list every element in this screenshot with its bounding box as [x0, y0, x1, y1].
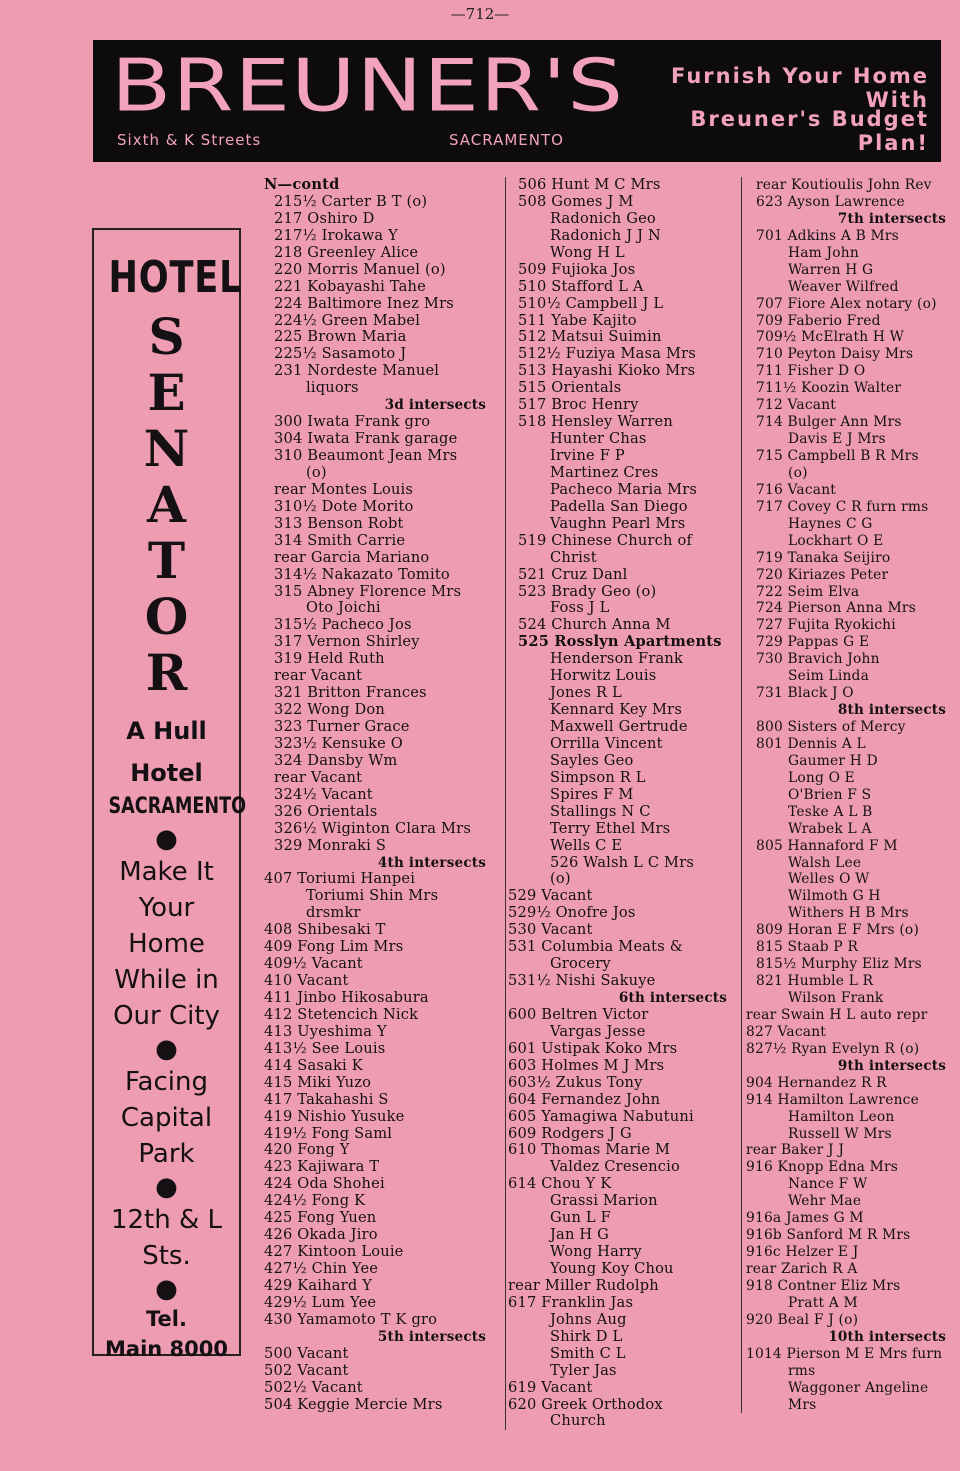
directory-entry: Long O E: [788, 769, 855, 786]
directory-entry: 619 Vacant: [508, 1379, 593, 1396]
directory-entry: 414 Sasaki K: [264, 1057, 363, 1074]
directory-entry: Haynes C G: [788, 515, 873, 532]
hotel-name-letters: [94, 307, 239, 702]
directory-entry: 509 Fujioka Jos: [518, 261, 636, 278]
tagline-line: Capital: [120, 1103, 213, 1133]
directory-entry: 224 Baltimore Inez Mrs: [274, 295, 454, 312]
directory-entry: 526 Walsh L C Mrs: [550, 854, 695, 871]
directory-entry: 508 Gomes J M: [518, 193, 634, 210]
directory-entry: Toriumi Shin Mrs: [306, 888, 439, 905]
directory-entry: 319 Held Ruth: [274, 651, 385, 668]
directory-entry: 427½ Chin Yee: [264, 1261, 379, 1277]
street-intersection-heading: 9th intersects: [837, 1057, 946, 1074]
directory-entry: 916c Helzer E J: [746, 1244, 859, 1261]
directory-entry: Padella San Diego: [550, 498, 688, 515]
directory-entry: O'Brien F S: [788, 786, 872, 803]
directory-entry: 425 Fong Yuen: [264, 1210, 377, 1227]
directory-entry: Waggoner Angeline: [788, 1379, 929, 1396]
directory-entry: 1014 Pierson M E Mrs furn: [746, 1345, 943, 1362]
directory-entry: 225 Brown Maria: [274, 329, 407, 346]
directory-entry: 710 Peyton Daisy Mrs: [756, 346, 914, 363]
directory-entry: 515 Orientals: [518, 380, 622, 397]
directory-entry: 323 Turner Grace: [274, 719, 410, 735]
directory-entry: 221 Kobayashi Tahe: [274, 278, 426, 295]
directory-entry: 315 Abney Florence Mrs: [274, 583, 462, 600]
directory-entry: N—contd: [264, 177, 340, 193]
directory-entry: 623 Ayson Lawrence: [756, 193, 905, 210]
directory-entry: 231 Nordeste Manuel: [274, 363, 440, 380]
directory-entry: 513 Hayashi Kioko Mrs: [518, 363, 696, 380]
breuners-slogan-line2: Breuner's Budget Plan!: [690, 107, 929, 155]
tagline-line: Facing: [124, 1067, 208, 1097]
directory-entry: Smith C L: [550, 1345, 626, 1362]
directory-entry: Withers H B Mrs: [788, 905, 909, 922]
directory-entry: 506 Hunt M C Mrs: [518, 177, 661, 193]
directory-entry: drsmkr: [306, 905, 361, 922]
directory-entry: 609 Rodgers J G: [508, 1125, 632, 1142]
directory-entry: 805 Hannaford F M: [756, 837, 898, 854]
directory-entry: 720 Kiriazes Peter: [756, 566, 889, 583]
directory-entry: 217 Oshiro D: [274, 210, 375, 227]
directory-entry: 424 Oda Shohei: [264, 1176, 385, 1193]
directory-entry: 324 Dansby Wm: [274, 752, 398, 769]
directory-entry: Pratt A M: [788, 1294, 858, 1311]
directory-entry: Irvine F P: [550, 448, 625, 464]
directory-entry: Stallings N C: [550, 803, 651, 820]
directory-entry: 620 Greek Orthodox: [508, 1396, 663, 1413]
directory-entry: Ham John: [788, 244, 859, 261]
directory-entry: Wilson Frank: [788, 990, 884, 1006]
directory-entry: (o): [788, 464, 808, 481]
directory-entry: Jan H G: [550, 1227, 610, 1244]
directory-entry: 603 Holmes M J Mrs: [508, 1057, 665, 1074]
directory-entry: 218 Greenley Alice: [274, 244, 419, 261]
directory-entry: Lockhart O E: [788, 532, 884, 549]
directory-entry: Orrilla Vincent: [550, 735, 663, 752]
directory-entry: 815 Staab P R: [756, 939, 859, 956]
directory-column-3: [741, 177, 956, 1413]
directory-entry: 310½ Dote Morito: [274, 498, 414, 515]
directory-entry: Seim Linda: [788, 668, 870, 685]
directory-entry: Gaumer H D: [788, 752, 878, 769]
directory-entry: rear Baker J J: [746, 1142, 845, 1159]
directory-entry: Radonich J J N: [550, 227, 661, 244]
tagline-line: Our City: [113, 1001, 220, 1031]
street-intersection-heading: 3d intersects: [384, 397, 486, 414]
directory-entry: Warren H G: [788, 261, 874, 278]
directory-entry: Johns Aug: [550, 1311, 627, 1328]
tagline-line: 12th & L: [110, 1205, 223, 1235]
directory-entry: 322 Wong Don: [274, 702, 385, 719]
directory-entry: Wells C E: [550, 837, 623, 854]
directory-entry: rear Vacant: [274, 769, 363, 786]
directory-entry: Kennard Key Mrs: [550, 702, 683, 719]
directory-entry: 413½ See Louis: [264, 1040, 386, 1057]
directory-entry: 411 Jinbo Hikosabura: [264, 990, 429, 1006]
directory-entry: 329 Monraki S: [274, 837, 387, 854]
hull-hotel-line1: A Hull: [126, 717, 207, 745]
directory-entry: Grocery: [550, 956, 611, 973]
directory-entry: 605 Yamagiwa Nabutuni: [508, 1108, 694, 1125]
street-intersection-heading: 8th intersects: [837, 702, 946, 719]
directory-entry: Christ: [550, 549, 597, 566]
directory-entry: 504 Keggie Mercie Mrs: [264, 1396, 443, 1413]
tagline-line: Your: [138, 893, 195, 923]
tagline-line: Park: [138, 1139, 195, 1169]
directory-entry: 604 Fernandez John: [508, 1091, 661, 1108]
directory-entry: 517 Broc Henry: [518, 397, 639, 414]
directory-entry: Russell W Mrs: [788, 1125, 892, 1142]
tagline-line: While in: [114, 965, 219, 995]
directory-entry: 510½ Campbell J L: [518, 295, 664, 312]
directory-entry: 716 Vacant: [756, 481, 837, 498]
bullet-dot: ●: [155, 1034, 178, 1064]
directory-entry: 419 Nishio Yusuke: [264, 1108, 405, 1125]
directory-entry: Valdez Cresencio: [550, 1159, 681, 1176]
directory-entry: 707 Fiore Alex notary (o): [756, 295, 937, 312]
directory-entry: 914 Hamilton Lawrence: [746, 1091, 919, 1108]
directory-entry: liquors: [306, 380, 359, 397]
directory-entry: 220 Morris Manuel (o): [274, 261, 446, 278]
directory-entry: Horwitz Louis: [550, 668, 657, 685]
directory-entry: 426 Okada Jiro: [264, 1227, 378, 1244]
directory-entry: 709½ McElrath H W: [756, 329, 905, 346]
bullet-dot: ●: [155, 1172, 178, 1202]
hotel-senator-advertisement: [92, 228, 247, 1361]
hotel-name-letter: R: [145, 643, 188, 702]
directory-entry: 712 Vacant: [756, 397, 837, 414]
hotel-name-letter: E: [147, 363, 186, 422]
directory-column-1: [264, 177, 496, 1413]
directory-entry: 419½ Fong Saml: [264, 1125, 393, 1142]
breuners-slogan-line1: Furnish Your Home With: [671, 64, 929, 112]
directory-entry: 821 Humble L R: [756, 973, 874, 990]
directory-entry: 701 Adkins A B Mrs: [756, 227, 899, 244]
directory-entry: rear Koutioulis John Rev: [756, 177, 932, 193]
hull-hotel-line2: Hotel: [130, 759, 203, 787]
directory-entry: 601 Ustipak Koko Mrs: [508, 1040, 678, 1057]
directory-entry: 709 Faberio Fred: [756, 312, 881, 329]
hotel-name-letter: N: [143, 419, 190, 478]
directory-entry: 310 Beaumont Jean Mrs: [274, 448, 458, 464]
tagline-line: Sts.: [142, 1241, 191, 1271]
directory-entry: 729 Pappas G E: [756, 634, 870, 651]
directory-entry: Davis E J Mrs: [788, 431, 886, 448]
directory-entry: Terry Ethel Mrs: [550, 820, 671, 837]
directory-entry: 529½ Onofre Jos: [508, 905, 636, 922]
bullet-dot: ●: [155, 1274, 178, 1304]
directory-entry: Hamilton Leon: [788, 1108, 895, 1125]
directory-entry: 523 Brady Geo (o): [518, 583, 657, 600]
directory-entry: 711½ Koozin Walter: [756, 380, 902, 397]
directory-entry: 225½ Sasamoto J: [274, 346, 407, 363]
directory-entry: 314 Smith Carrie: [274, 532, 406, 549]
directory-entry: 727 Fujita Ryokichi: [756, 617, 896, 634]
breuners-brand-name: BREUNER'S: [111, 43, 625, 128]
directory-entry: rear Swain H L auto repr: [746, 1006, 928, 1023]
street-intersection-heading: 6th intersects: [618, 990, 727, 1006]
directory-entry: 300 Iwata Frank gro: [274, 414, 431, 431]
directory-entry: 610 Thomas Marie M: [508, 1142, 671, 1159]
directory-entry: 719 Tanaka Seijiro: [756, 549, 891, 566]
directory-entry: 512 Matsui Suimin: [518, 329, 662, 346]
directory-entry: 714 Bulger Ann Mrs: [756, 414, 902, 431]
directory-entry: 420 Fong Y: [264, 1142, 350, 1159]
hotel-name-letter: A: [147, 475, 186, 534]
directory-entry: 408 Shibesaki T: [264, 922, 386, 939]
directory-entry: Henderson Frank: [550, 651, 684, 668]
directory-entry: 531 Columbia Meats &: [508, 939, 683, 956]
street-intersection-heading: 5th intersects: [377, 1328, 486, 1345]
telephone-number: Main 8000: [105, 1337, 228, 1361]
directory-entry: Tyler Jas: [550, 1362, 617, 1379]
directory-entry: 815½ Murphy Eliz Mrs: [756, 956, 922, 973]
directory-entry: 326½ Wiginton Clara Mrs: [274, 820, 472, 837]
directory-entry: 314½ Nakazato Tomito: [274, 566, 450, 583]
tagline-park: [94, 1064, 239, 1172]
directory-entry: 731 Black J O: [756, 685, 854, 702]
directory-entry: 711 Fisher D O: [756, 363, 866, 380]
directory-entry: 717 Covey C R furn rms: [756, 498, 929, 515]
directory-entry: 510 Stafford L A: [518, 278, 644, 295]
directory-entry: 502 Vacant: [264, 1362, 349, 1379]
directory-entry: (o): [550, 871, 571, 888]
directory-entry: 916b Sanford M R Mrs: [746, 1227, 911, 1244]
tagline-address: [94, 1202, 239, 1274]
directory-entry: 423 Kajiwara T: [264, 1159, 380, 1176]
directory-entry: 518 Hensley Warren: [518, 414, 673, 431]
hotel-city: SACRAMENTO: [108, 794, 247, 819]
breuners-address: Sixth & K Streets: [117, 131, 262, 149]
directory-entry: Teske A L B: [788, 803, 873, 820]
directory-entry: 317 Vernon Shirley: [274, 634, 420, 651]
directory-entry: 730 Bravich John: [756, 651, 880, 668]
street-intersection-heading: 4th intersects: [377, 854, 486, 871]
hotel-heading: HOTEL: [108, 252, 243, 303]
hotel-name-letter: O: [144, 587, 189, 646]
directory-entry: 313 Benson Robt: [274, 515, 404, 532]
directory-entry: 326 Orientals: [274, 803, 378, 820]
directory-entry: Simpson R L: [550, 769, 646, 786]
directory-entry: Shirk D L: [550, 1328, 623, 1345]
tagline-home: [94, 854, 239, 1034]
directory-entry: 215½ Carter B T (o): [274, 193, 428, 210]
directory-entry: 415 Miki Yuzo: [264, 1074, 372, 1091]
directory-entry: 918 Contner Eliz Mrs: [746, 1277, 901, 1294]
directory-entry: 430 Yamamoto T K gro: [264, 1311, 438, 1328]
directory-entry: 224½ Green Mabel: [274, 312, 421, 329]
hotel-name-letter: T: [147, 531, 186, 590]
directory-entry: 916a James G M: [746, 1210, 864, 1227]
directory-entry: Sayles Geo: [550, 752, 634, 769]
directory-entry: 323½ Kensuke O: [274, 735, 403, 752]
telephone-label: Tel.: [146, 1307, 187, 1331]
directory-entry: 809 Horan E F Mrs (o): [756, 922, 920, 939]
directory-entry: 916 Knopp Edna Mrs: [746, 1159, 899, 1176]
directory-column-2: [505, 177, 737, 1430]
directory-entry: 502½ Vacant: [264, 1379, 363, 1396]
directory-entry: 600 Beltren Victor: [508, 1006, 649, 1023]
directory-entry: Gun L F: [550, 1210, 611, 1227]
directory-entry: 429½ Lum Yee: [264, 1294, 377, 1311]
directory-entry: Weaver Wilfred: [788, 278, 899, 295]
directory-entry: 304 Iwata Frank garage: [274, 431, 458, 448]
directory-entry: 409 Fong Lim Mrs: [264, 939, 404, 956]
directory-entry: Spires F M: [550, 786, 634, 803]
directory-entry: Maxwell Gertrude: [550, 719, 688, 735]
directory-entry: Grassi Marion: [550, 1193, 658, 1210]
directory-entry: 409½ Vacant: [264, 956, 363, 973]
directory-entry: 511 Yabe Kajito: [518, 312, 637, 329]
directory-entry: 920 Beal F J (o): [746, 1311, 859, 1328]
bullet-dot: ●: [155, 824, 178, 854]
directory-entry: 512½ Fuziya Masa Mrs: [518, 346, 696, 363]
directory-entry: Hunter Chas: [550, 431, 647, 448]
tagline-line: Make It: [119, 857, 214, 887]
hotel-name-letter: S: [148, 307, 185, 366]
directory-entry: 722 Seim Elva: [756, 583, 860, 600]
directory-entry: 413 Uyeshima Y: [264, 1023, 387, 1040]
directory-entry: 614 Chou Y K: [508, 1176, 612, 1193]
directory-entry: Radonich Geo: [550, 210, 656, 227]
directory-entry: 530 Vacant: [508, 922, 593, 939]
directory-entry: Martinez Cres: [550, 464, 659, 481]
directory-entry: 321 Britton Frances: [274, 685, 427, 702]
tagline-line: Home: [128, 929, 205, 959]
directory-entry: 217½ Irokawa Y: [274, 227, 398, 244]
directory-entry: Jones R L: [550, 685, 622, 702]
directory-entry: 315½ Pacheco Jos: [274, 617, 412, 634]
directory-entry: Vargas Jesse: [550, 1023, 646, 1040]
directory-entry: Young Koy Chou: [550, 1261, 674, 1277]
directory-entry: Wong Harry: [550, 1244, 642, 1261]
directory-entry: Wrabek L A: [788, 820, 872, 837]
directory-entry: 500 Vacant: [264, 1345, 349, 1362]
page-number: —712—: [450, 5, 510, 23]
directory-entry: 521 Cruz Danl: [518, 566, 628, 583]
directory-entry: 417 Takahashi S: [264, 1091, 389, 1108]
directory-entry: Foss J L: [550, 600, 610, 617]
directory-entry: Oto Joichi: [306, 600, 381, 617]
directory-entry: 424½ Fong K: [264, 1193, 366, 1210]
directory-entry: 715 Campbell B R Mrs: [756, 448, 919, 464]
directory-entry: 904 Hernandez R R: [746, 1074, 887, 1091]
directory-entry: Walsh Lee: [788, 854, 862, 871]
directory-entry: 412 Stetencich Nick: [264, 1006, 419, 1023]
directory-entry: 519 Chinese Church of: [518, 532, 693, 549]
directory-entry: 724 Pierson Anna Mrs: [756, 600, 916, 617]
directory-entry: Wehr Mae: [788, 1193, 862, 1210]
directory-entry: Mrs: [788, 1396, 817, 1413]
directory-entry: Nance F W: [788, 1176, 868, 1193]
directory-entry: 617 Franklin Jas: [508, 1294, 634, 1311]
directory-entry: rear Montes Louis: [274, 481, 414, 498]
directory-entry: Pacheco Maria Mrs: [550, 481, 698, 498]
directory-entry: rear Garcia Mariano: [274, 549, 430, 566]
directory-entry: 800 Sisters of Mercy: [756, 719, 906, 735]
directory-entry: 324½ Vacant: [274, 786, 373, 803]
directory-entry: 524 Church Anna M: [518, 617, 671, 634]
directory-entry: Vaughn Pearl Mrs: [550, 515, 686, 532]
directory-entry: 407 Toriumi Hanpei: [264, 871, 416, 888]
directory-entry: 531½ Nishi Sakuye: [508, 973, 656, 990]
directory-entry: Wong H L: [550, 244, 625, 261]
breuners-city: SACRAMENTO: [449, 131, 564, 149]
street-intersection-heading: 10th intersects: [828, 1328, 946, 1345]
directory-entry: 410 Vacant: [264, 973, 349, 990]
directory-entry: rear Vacant: [274, 668, 363, 685]
directory-entry: 529 Vacant: [508, 888, 593, 905]
directory-entry: rear Zarich R A: [746, 1261, 858, 1277]
directory-entry: (o): [306, 464, 327, 481]
street-intersection-heading: 7th intersects: [837, 210, 946, 227]
breuners-advertisement-banner: [93, 40, 941, 162]
directory-entry: 427 Kintoon Louie: [264, 1244, 404, 1261]
directory-entry: 429 Kaihard Y: [264, 1277, 373, 1294]
directory-entry: rear Miller Rudolph: [508, 1277, 659, 1294]
directory-entry: 603½ Zukus Tony: [508, 1074, 643, 1091]
directory-entry: 827½ Ryan Evelyn R (o): [746, 1040, 920, 1057]
directory-entry: 801 Dennis A L: [756, 735, 866, 752]
directory-entry: 525 Rosslyn Apartments: [518, 634, 722, 651]
directory-entry: Wilmoth G H: [788, 888, 881, 905]
directory-entry: 827 Vacant: [746, 1023, 827, 1040]
directory-entry: Welles O W: [788, 871, 870, 888]
directory-entry: Church: [550, 1413, 606, 1430]
directory-entry: rms: [788, 1362, 816, 1379]
